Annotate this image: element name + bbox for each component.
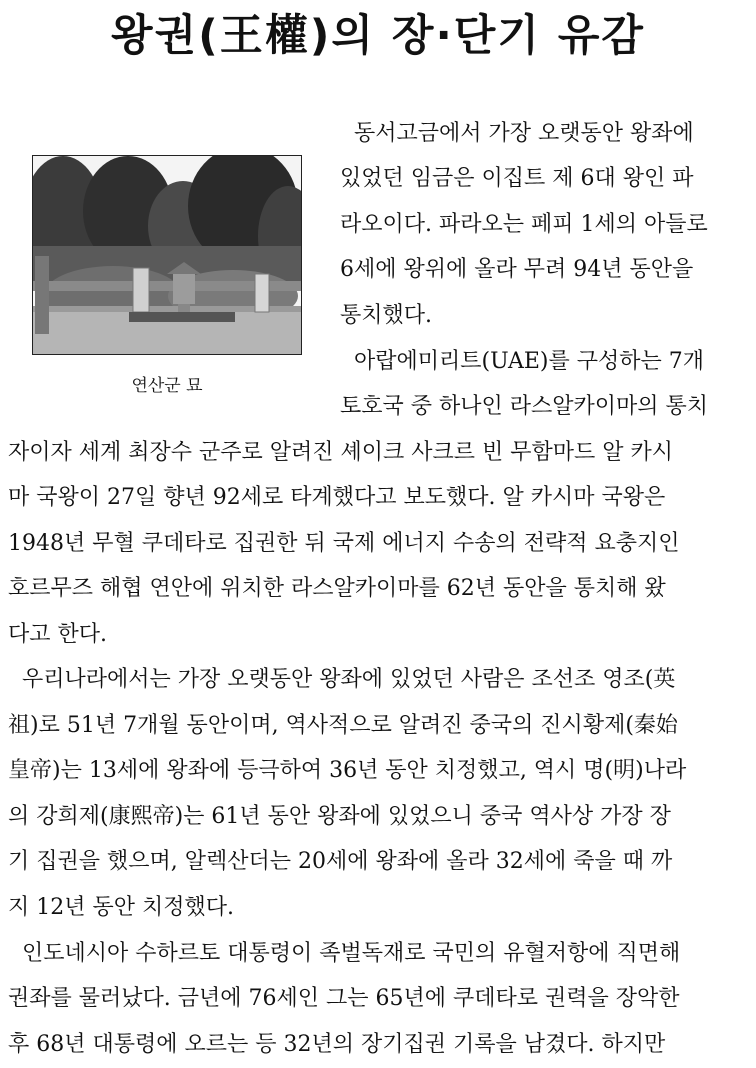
text-line: 인도네시아 수하르토 대통령이 족벌독재로 국민의 유혈저항에 직면해 [8, 941, 681, 966]
text-line: 아랍에미리트(UAE)를 구성하는 7개 [340, 349, 704, 374]
figure [32, 155, 302, 396]
text-line: 자이자 세계 최장수 군주로 알려진 셰이크 사크르 빈 무함마드 알 카시 [8, 440, 673, 465]
text-line: 기 집권을 했으며, 알렉산더는 20세에 왕좌에 올라 32세에 죽을 때 까 [8, 849, 673, 874]
text-line: 지 12년 동안 치정했다. [8, 895, 234, 920]
text-line: 라오이다. 파라오는 페피 1세의 아들로 [340, 212, 708, 237]
text-line: 다고 한다. [8, 622, 107, 647]
text-line: 우리나라에서는 가장 오랫동안 왕좌에 있었던 사람은 조선조 영조(英 [8, 667, 676, 692]
text-line: 동서고금에서 가장 오랫동안 왕좌에 [340, 121, 694, 146]
text-line: 토호국 중 하나인 라스알카이마의 통치 [340, 394, 709, 419]
text-line: 호르무즈 해협 연안에 위치한 라스알카이마를 62년 동안을 통치해 왔 [8, 576, 666, 601]
text-line: 의 강희제(康熙帝)는 61년 동안 왕좌에 있었으니 중국 역사상 가장 장 [8, 804, 671, 829]
article-title: 왕권(王權)의 장·단기 유감 [111, 11, 645, 61]
text-line: 있었던 임금은 이집트 제 6대 왕인 파 [340, 166, 694, 191]
text-line: 통치했다. [340, 303, 433, 328]
photo-caption: 연산군 묘 [131, 376, 203, 396]
text-line: 皇帝)는 13세에 왕좌에 등극하여 36년 동안 치정했고, 역시 명(明)나라 [8, 758, 687, 783]
tomb-photo [32, 155, 302, 355]
text-line: 후 68년 대통령에 오르는 등 32년의 장기집권 기록을 남겼다. 하지만 [8, 1032, 666, 1057]
text-line: 6세에 왕위에 올라 무려 94년 동안을 [340, 257, 694, 282]
tomb-illustration [33, 156, 301, 354]
text-line: 마 국왕이 27일 향년 92세로 타계했다고 보도했다. 알 카시마 국왕은 [8, 485, 666, 510]
text-line: 祖)로 51년 7개월 동안이며, 역사적으로 알려진 중국의 진시황제(秦始 [8, 713, 678, 738]
text-line: 1948년 무혈 쿠데타로 집권한 뒤 국제 에너지 수송의 전략적 요충지인 [8, 531, 680, 556]
text-line: 권좌를 물러났다. 금년에 76세인 그는 65년에 쿠데타로 권력을 장악한 [8, 986, 680, 1011]
